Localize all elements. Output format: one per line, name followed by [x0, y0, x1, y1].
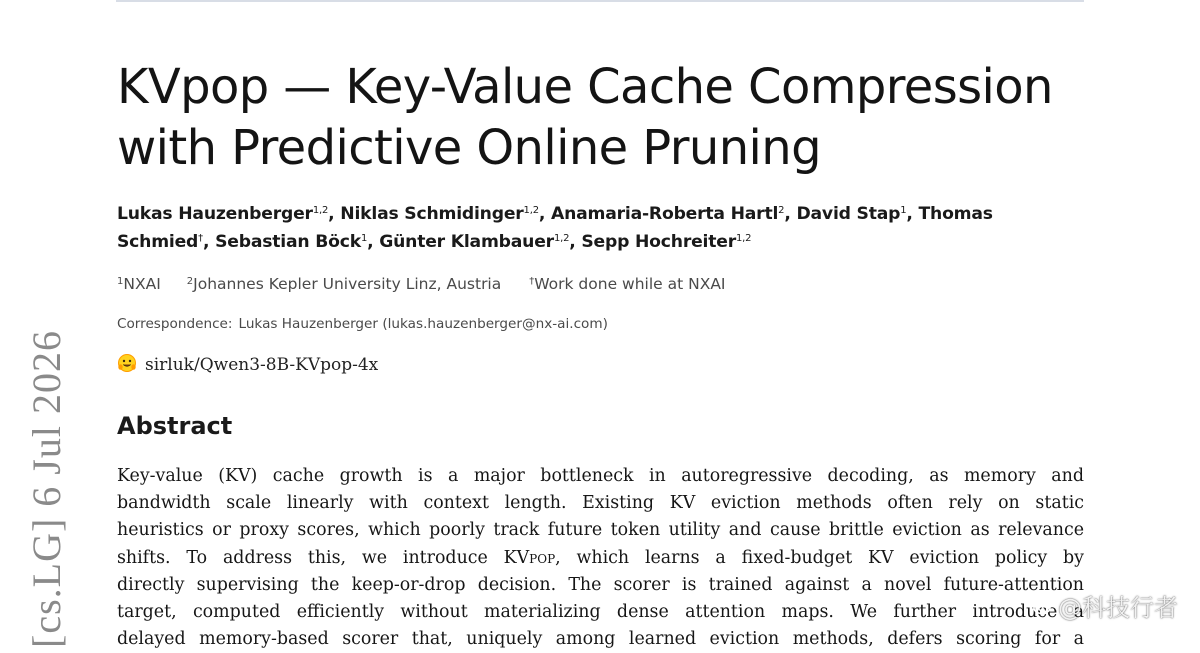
- author-name: Anamaria-Roberta Hartl: [550, 204, 779, 224]
- abstract-line: delayed memory-based scorer that, uniquely among learned eviction methods, defers scoring for a: [117, 629, 1084, 650]
- model-link[interactable]: [117, 352, 378, 378]
- correspondence: [117, 314, 608, 334]
- author-name: Sepp Hochreiter: [581, 232, 736, 252]
- author-affiliation-mark: 1,2: [523, 205, 539, 216]
- author-name: Niklas Schmidinger: [340, 204, 524, 224]
- author-separator: ,: [784, 204, 797, 224]
- abstract-heading: Abstract: [117, 412, 233, 440]
- watermark-text: @科技行者: [1058, 594, 1178, 622]
- affiliation-mark: 1: [117, 276, 124, 287]
- abstract-body: [117, 463, 1084, 653]
- model-link-text[interactable]: sirluk/Qwen3-8B-KVpop-4x: [145, 355, 379, 375]
- affiliation-text: NXAI: [123, 275, 161, 293]
- author-affiliation-mark: 1: [900, 205, 907, 216]
- abstract-line: directly supervising the keep-or-drop decision. The scorer is trained against a novel future-attention: [117, 574, 1084, 595]
- author-affiliation-mark: 1,2: [736, 233, 752, 244]
- author-affiliation-mark: 1,2: [553, 233, 570, 244]
- arxiv-side-stamp: [cs.LG] 6 Jul 2026: [24, 330, 69, 648]
- abstract-line: shifts. To address this, we introduce KVpop, which learns a fixed-budget KV eviction policy by: [117, 547, 1084, 568]
- author-separator: ,: [367, 232, 380, 252]
- author-name: Thomas Schmied: [117, 204, 993, 252]
- author-separator: ,: [538, 204, 551, 224]
- author-affiliation-mark: 1: [360, 233, 368, 244]
- correspondence-label: Correspondence:: [117, 316, 233, 332]
- abstract-line: bandwidth scale linearly with context length. Existing KV eviction methods often rely on static: [117, 493, 1084, 514]
- author-separator: ,: [906, 204, 919, 224]
- author-name: Lukas Hauzenberger: [117, 204, 313, 224]
- watermark: [1032, 588, 1178, 623]
- affiliation-text: Johannes Kepler University Linz, Austria: [193, 275, 502, 293]
- author-separator: ,: [202, 232, 216, 252]
- weibo-icon: [1032, 595, 1054, 617]
- author-separator: ,: [328, 204, 341, 224]
- paper-title: KVpop — Key-Value Cache Compression with Predictive Online Pruning: [117, 59, 1053, 176]
- author-name: David Stap: [796, 204, 901, 224]
- author-name: Sebastian Böck: [215, 232, 361, 252]
- author-name: Günter Klambauer: [379, 232, 554, 252]
- author-affiliation-mark: 1,2: [312, 205, 329, 216]
- affiliation-text: Work done while at NXAI: [534, 275, 726, 293]
- abstract-line: heuristics or proxy scores, which poorly track future token utility and cause brittle eviction as relevance: [117, 520, 1084, 541]
- abstract-line: target, computed efficiently without materializing dense attention maps. We further introduce a: [117, 602, 1084, 623]
- affiliation-list: [117, 273, 1084, 295]
- author-separator: ,: [569, 232, 582, 252]
- author-affiliation-mark: 2: [778, 205, 785, 216]
- affiliation-mark: †: [529, 276, 535, 287]
- author-list: [117, 200, 1084, 256]
- correspondence-text[interactable]: Lukas Hauzenberger (lukas.hauzenberger@nx-ai.com): [238, 316, 608, 332]
- author-affiliation-mark: †: [198, 233, 203, 244]
- top-rule: [116, 0, 1084, 2]
- abstract-line: Key-value (KV) cache growth is a major bottleneck in autoregressive decoding, as memory and: [117, 466, 1084, 486]
- hugging-face-icon: [117, 353, 137, 373]
- affiliation-mark: 2: [186, 276, 194, 287]
